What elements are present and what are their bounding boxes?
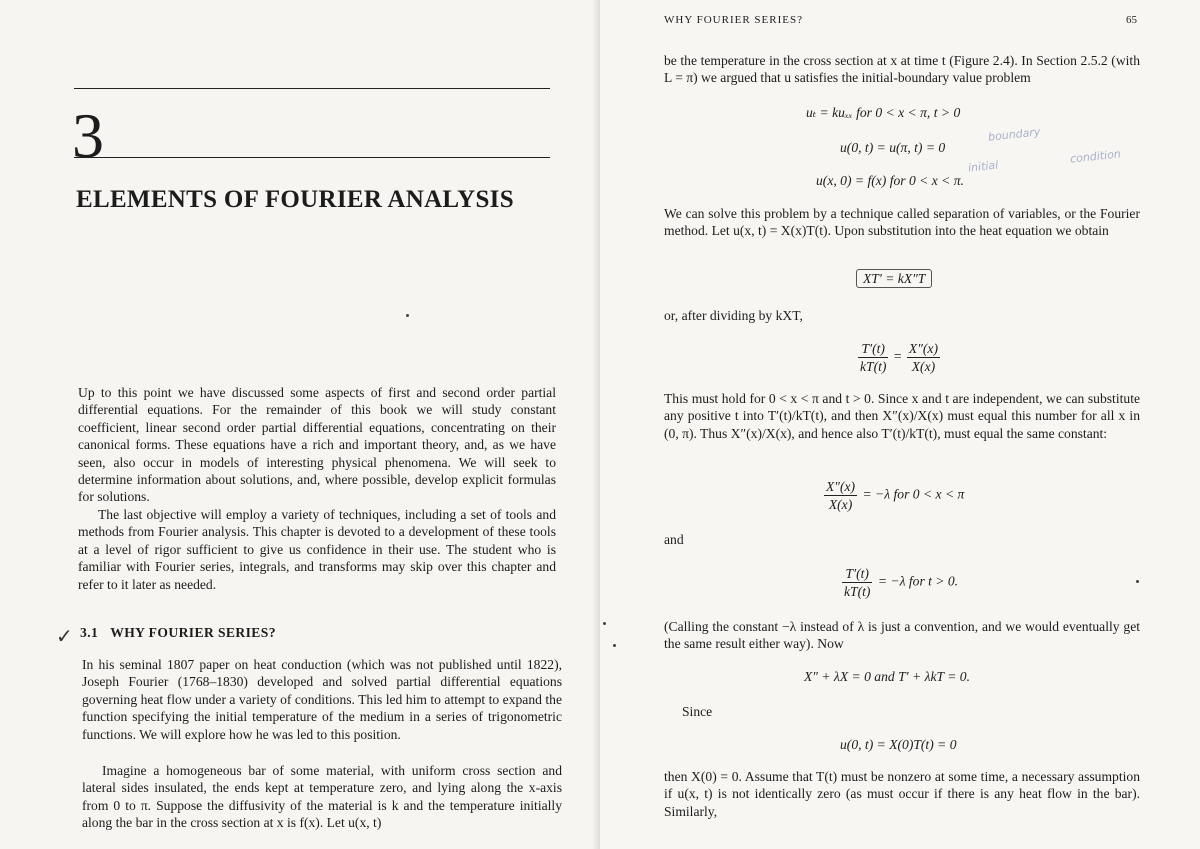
scan-speck	[603, 622, 606, 625]
equation-odes: X″ + λX = 0 and T′ + λkT = 0.	[804, 669, 970, 684]
fraction-t-ode-denominator: kT(t)	[844, 584, 871, 599]
equation-x	[822, 478, 964, 513]
since-text: Since	[682, 704, 713, 719]
section-title: WHY FOURIER SERIES?	[110, 625, 276, 640]
paragraph-1: be the temperature in the cross section at x at time t (Figure 2.4). In Section 2.5.2 (with L = π) we argued that u satisfies the initial-boundary value problem	[664, 53, 1140, 86]
checkmark-icon: ✓	[56, 626, 73, 648]
fraction-t	[858, 340, 888, 375]
fraction-t-ode	[842, 565, 872, 600]
intro-paragraph-2: The last objective will employ a variety of techniques, including a set of tools and methods from Fourier analysis. This chapter is devoted to a development of these tools at a level of rigor sufficient to give us confidence in their use. The student who is familiar with Fourier series, integrals, and transforms may skip over this chapter and refer to it later as needed.	[78, 507, 556, 592]
paragraph-5: then X(0) = 0. Assume that T(t) must be nonzero at some time, a necessary assumption if u(x, t) is not identically zero (as must occur if there is any heat flow in the bar). Similarly,	[664, 769, 1140, 819]
equation-since: u(0, t) = X(0)T(t) = 0	[840, 737, 957, 752]
handwritten-initial: initial	[967, 158, 999, 175]
equation-substitution	[856, 270, 932, 287]
right-page	[600, 0, 1200, 849]
fraction-t-numerator: T′(t)	[858, 340, 888, 358]
equation-initial: u(x, 0) = f(x) for 0 < x < π.	[816, 173, 964, 188]
and-text: and	[664, 532, 684, 547]
section-heading	[80, 625, 276, 641]
paragraph-2: We can solve this problem by a technique called separation of variables, or the Fourier method. Let u(x, t) = X(x)T(t). Upon substitution into the heat equation we obtain	[664, 206, 1140, 239]
scan-speck	[406, 314, 409, 317]
equation-t	[840, 565, 958, 600]
paragraph-4: (Calling the constant −λ instead of λ is just a convention, and we would eventually get the same result either way). Now	[664, 619, 1140, 652]
running-head: WHY FOURIER SERIES?	[664, 14, 803, 26]
chapter-title: ELEMENTS OF FOURIER ANALYSIS	[76, 186, 514, 213]
fraction-x-denominator: X(x)	[911, 359, 936, 374]
top-rule	[74, 88, 550, 89]
scan-speck	[1136, 580, 1139, 583]
equation-t-rhs: = −λ for t > 0.	[877, 573, 959, 589]
equation-x-rhs: = −λ for 0 < x < π	[862, 486, 965, 502]
section-paragraph-2: Imagine a homogeneous bar of some material, with uniform cross section and lateral sides insulated, the ends kept at temperature zero, and lying along the x-axis from 0 to π. Suppose the diffusivity of the material is k and the temperature initially along the bar in the cross section at x is f(x). Let u(x, t)	[82, 763, 562, 831]
fraction-t-denominator: kT(t)	[860, 359, 887, 374]
chapter-number: 3	[72, 100, 104, 171]
fraction-x	[907, 340, 940, 375]
handwritten-condition: condition	[1069, 147, 1122, 166]
equation-substitution-box: XT′ = kX″T	[856, 269, 932, 288]
fraction-x-ode	[824, 478, 857, 513]
fraction-x-numerator: X″(x)	[908, 341, 938, 356]
section-number: 3.1	[80, 625, 99, 640]
fraction-x-ode-denominator: X(x)	[828, 497, 853, 512]
paragraph-3: This must hold for 0 < x < π and t > 0. Since x and t are independent, we can substitute any positive t into T′(t)/kT(t), and then X″(x)/X(x) must equal this number for all x in (0, π). Thus X″(x)/X(x), and hence also T′(t)/kT(t), must equal the same constant:	[664, 391, 1140, 441]
equation-boundary: u(0, t) = u(π, t) = 0	[840, 140, 946, 155]
after-dividing-text: or, after dividing by kXT,	[664, 308, 803, 323]
scan-speck	[613, 644, 616, 647]
handwritten-boundary: boundary	[987, 125, 1041, 144]
fraction-t-ode-numerator: T′(t)	[842, 565, 872, 583]
fraction-x-ode-numerator: X″(x)	[826, 479, 856, 494]
section-paragraph-1: In his seminal 1807 paper on heat conduction (which was not published until 1822), Joseph Fourier (1768–1830) developed and solved partial differential equations governing heat flow under a variety of conditions. This led him to attempt to expand the function specifying the initial temperature of the medium in a series of trigonometric functions. We will explore how he was led to this position.	[82, 657, 562, 742]
equation-separated: $\frac{T'(t)}{kT(t)}$ = $\frac{X''(x)}{X(x)}$	[860, 341, 938, 374]
intro-paragraph-1: Up to this point we have discussed some aspects of first and second order partial differential equations. For the remainder of this book we will study constant coefficient, linear second order partial differential equations, concentrating on their canonical forms. These equations have a rich and important theory, and, as we have seen, also occur in models of interesting physical phenomena. We will seek to determine information about solutions, and, where possible, develop explicit formulas for solutions.	[78, 385, 556, 505]
chapter-rule	[74, 157, 550, 158]
equation-pde: uₜ = kuₓₓ for 0 < x < π, t > 0	[806, 105, 961, 120]
page-number: 65	[1126, 14, 1137, 26]
